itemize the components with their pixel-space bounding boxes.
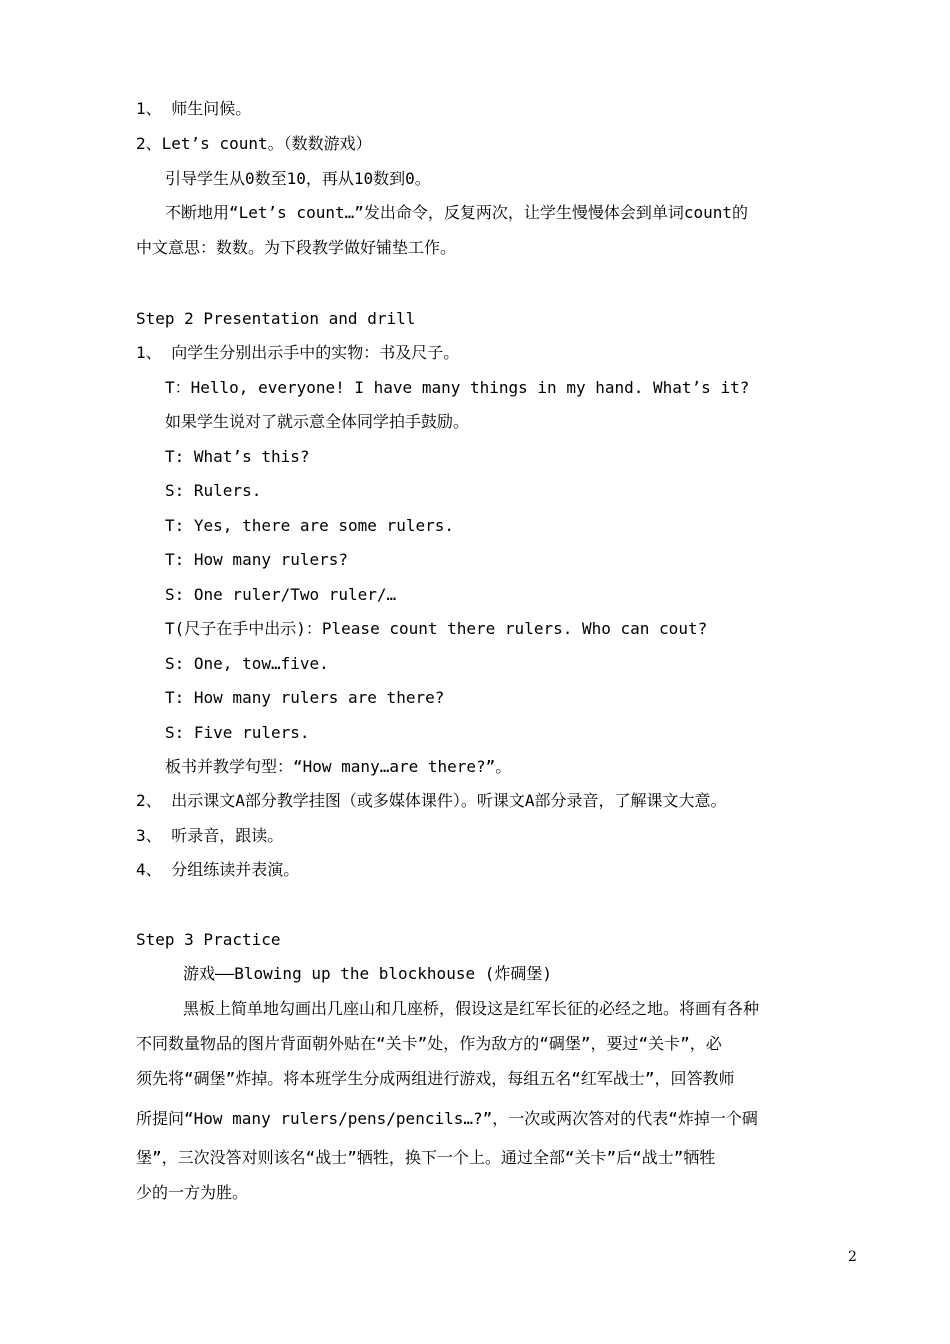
dialog-line: 如果学生说对了就示意全体同学拍手鼓励。 — [165, 412, 470, 431]
line-show-objects: 1、 向学生分别出示手中的实物：书及尺子。 — [136, 343, 460, 362]
dialog-line: T: Yes, there are some rulers. — [165, 516, 454, 535]
line-game-title: 游戏——Blowing up the blockhouse (炸碉堡) — [183, 964, 552, 983]
heading-step-3: Step 3 Practice — [136, 930, 281, 949]
paragraph-line: 所提问“How many rulers/pens/pencils…?”，一次或两次答对的代表“炸掉一个碉 — [136, 1109, 758, 1128]
dialog-line: T: What’s this? — [165, 447, 310, 466]
line-show-wallchart: 2、 出示课文A部分教学挂图（或多媒体课件）。听课文A部分录音，了解课文大意。 — [136, 791, 727, 810]
dialog-line: S: Rulers. — [165, 481, 262, 500]
line-group-practice: 4、 分组练读并表演。 — [136, 860, 300, 879]
dialog-line: T: How many rulers are there? — [165, 688, 445, 707]
paragraph-line: 少的一方为胜。 — [136, 1183, 249, 1202]
line-listen-repeat: 3、 听录音，跟读。 — [136, 826, 284, 845]
paragraph-line: 黑板上简单地勾画出几座山和几座桥，假设这是红军长征的必经之地。将画有各种 — [183, 999, 760, 1018]
line-meaning: 中文意思：数数。为下段教学做好铺垫工作。 — [136, 238, 457, 257]
page-number: 2 — [848, 1249, 857, 1265]
paragraph-line: 须先将“碉堡”炸掉。将本班学生分成两组进行游戏，每组五名“红军战士”，回答教师 — [136, 1069, 735, 1088]
dialog-line: T：Hello, everyone! I have many things in my hand. What’s it? — [165, 378, 750, 397]
dialog-line: S: Five rulers. — [165, 723, 310, 742]
dialog-line: T: How many rulers? — [165, 550, 349, 569]
dialog-line: 板书并教学句型：“How many…are there?”。 — [165, 757, 512, 776]
line-greeting: 1、 师生问候。 — [136, 99, 252, 118]
dialog-line: T(尺子在手中出示)：Please count there rulers. Who can cout? — [165, 619, 708, 638]
dialog-line: S: One ruler/Two ruler/… — [165, 585, 397, 604]
dialog-line: S: One, tow…five. — [165, 654, 329, 673]
heading-step-2: Step 2 Presentation and drill — [136, 309, 416, 328]
paragraph-line: 不同数量物品的图片背面朝外贴在“关卡”处，作为敌方的“碉堡”，要过“关卡”，必 — [136, 1034, 722, 1053]
line-lets-count: 2、Let’s count。（数数游戏） — [136, 134, 372, 153]
line-repeat-command: 不断地用“Let’s count…”发出命令，反复两次，让学生慢慢体会到单词count的 — [165, 203, 749, 222]
line-guide-count: 引导学生从0数至10，再从10数到0。 — [165, 169, 431, 188]
paragraph-line: 堡”，三次没答对则该名“战士”牺牲，换下一个上。通过全部“关卡”后“战士”牺牲 — [136, 1148, 716, 1167]
